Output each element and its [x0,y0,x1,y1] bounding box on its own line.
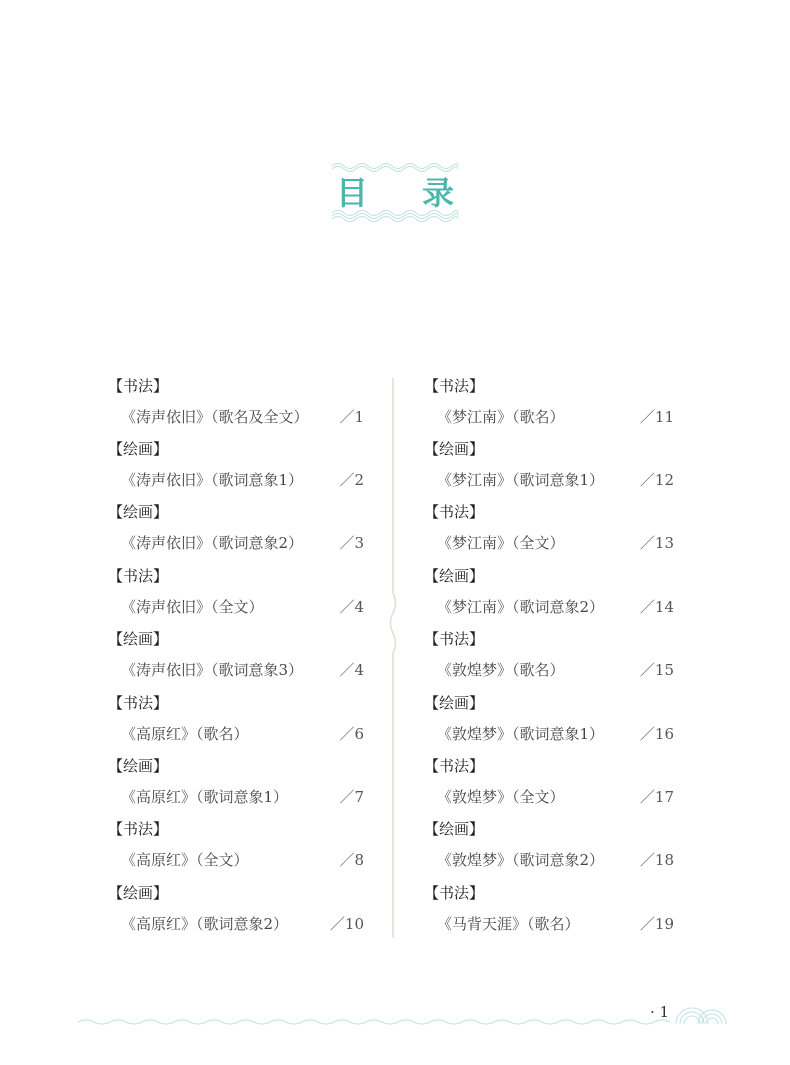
entry-item [437,469,674,491]
entry-title: 《梦江南》（歌词意象1） [437,471,605,489]
entry-page: ／14 [639,598,674,616]
column-divider [389,378,399,938]
entry-category: 【绘画】 [424,567,485,585]
footer-wave-ornament-icon [0,1000,790,1040]
entry-page: ／10 [329,915,364,933]
entry-item [121,723,364,745]
entry-title: 《梦江南》（歌词意象2） [437,598,605,616]
entry-page: ／16 [639,725,674,743]
entry-item [437,659,674,681]
entry-category: 【绘画】 [424,820,485,838]
entry-category: 【书法】 [424,884,485,902]
entry-page: ／3 [339,534,364,552]
toc-entry[interactable] [424,438,674,501]
entry-category: 【书法】 [108,567,169,585]
entry-page: ／6 [339,725,364,743]
entry-item [121,596,364,618]
entry-page: ／1 [339,408,364,426]
toc-entry[interactable] [108,628,364,691]
entry-title: 《梦江南》（全文） [437,534,565,552]
entry-title: 《涛声依旧》（歌词意象1） [121,471,304,489]
entry-category: 【绘画】 [108,757,169,775]
toc-entry[interactable] [424,628,674,691]
entry-item [437,849,674,871]
entry-item [437,913,674,935]
toc-entry[interactable] [424,755,674,818]
entry-page: ／8 [339,851,364,869]
entry-title: 《涛声依旧》（歌词意象3） [121,661,304,679]
entry-page: ／2 [339,471,364,489]
entry-item [437,406,674,428]
toc-entry[interactable] [108,375,364,438]
entry-title: 《马背天涯》（歌名） [437,915,580,933]
entry-title: 《敦煌梦》（全文） [437,788,565,806]
entry-item [121,786,364,808]
entry-title: 《涛声依旧》（歌名及全文） [121,408,309,426]
entry-category: 【绘画】 [424,440,485,458]
entry-title: 《梦江南》（歌名） [437,408,565,426]
page-number: · 1 [650,1003,670,1021]
entry-item [121,913,364,935]
entry-page: ／7 [339,788,364,806]
entry-item [121,469,364,491]
entry-page: ／4 [339,598,364,616]
entry-title: 《敦煌梦》（歌名） [437,661,565,679]
entry-title: 《敦煌梦》（歌词意象1） [437,725,605,743]
toc-entry[interactable] [108,755,364,818]
entry-title: 《高原红》（歌词意象1） [121,788,289,806]
entry-title: 《敦煌梦》（歌词意象2） [437,851,605,869]
entry-category: 【绘画】 [424,694,485,712]
entry-category: 【书法】 [108,377,169,395]
entry-page: ／4 [339,661,364,679]
entry-item [121,849,364,871]
entry-page: ／17 [639,788,674,806]
entry-category: 【绘画】 [108,630,169,648]
entry-category: 【书法】 [424,757,485,775]
entry-category: 【绘画】 [108,440,169,458]
toc-entry[interactable] [424,882,674,945]
toc-entry[interactable] [424,692,674,755]
entry-category: 【书法】 [424,503,485,521]
toc-title [330,160,460,222]
entry-title: 《涛声依旧》（歌词意象2） [121,534,304,552]
entry-title: 《涛声依旧》（全文） [121,598,264,616]
title-char-2: 录 [421,174,454,212]
toc-entry[interactable] [424,818,674,881]
toc-entry[interactable] [108,565,364,628]
toc-entry[interactable] [108,882,364,945]
entry-item [121,406,364,428]
entry-category: 【书法】 [424,630,485,648]
toc-entry[interactable] [108,501,364,564]
entry-title: 《高原红》（全文） [121,851,249,869]
entry-item [437,532,674,554]
toc-entry[interactable] [108,438,364,501]
entry-category: 【书法】 [108,694,169,712]
toc-entry[interactable] [424,501,674,564]
toc-entry[interactable] [108,818,364,881]
entry-category: 【书法】 [424,377,485,395]
entry-item [121,532,364,554]
entry-page: ／12 [639,471,674,489]
entry-item [437,596,674,618]
entry-page: ／13 [639,534,674,552]
entry-page: ／19 [639,915,674,933]
entry-page: ／11 [639,408,674,426]
toc-entry[interactable] [424,565,674,628]
entry-item [437,786,674,808]
entry-item [437,723,674,745]
entry-category: 【书法】 [108,820,169,838]
title-text [330,170,460,212]
entry-category: 【绘画】 [108,503,169,521]
toc-entry[interactable] [424,375,674,438]
entry-category: 【绘画】 [108,884,169,902]
title-char-1: 目 [336,174,369,212]
entry-title: 《高原红》（歌词意象2） [121,915,289,933]
toc-entry[interactable] [108,692,364,755]
entry-item [121,659,364,681]
entry-page: ／18 [639,851,674,869]
entry-title: 《高原红》（歌名） [121,725,249,743]
entry-page: ／15 [639,661,674,679]
